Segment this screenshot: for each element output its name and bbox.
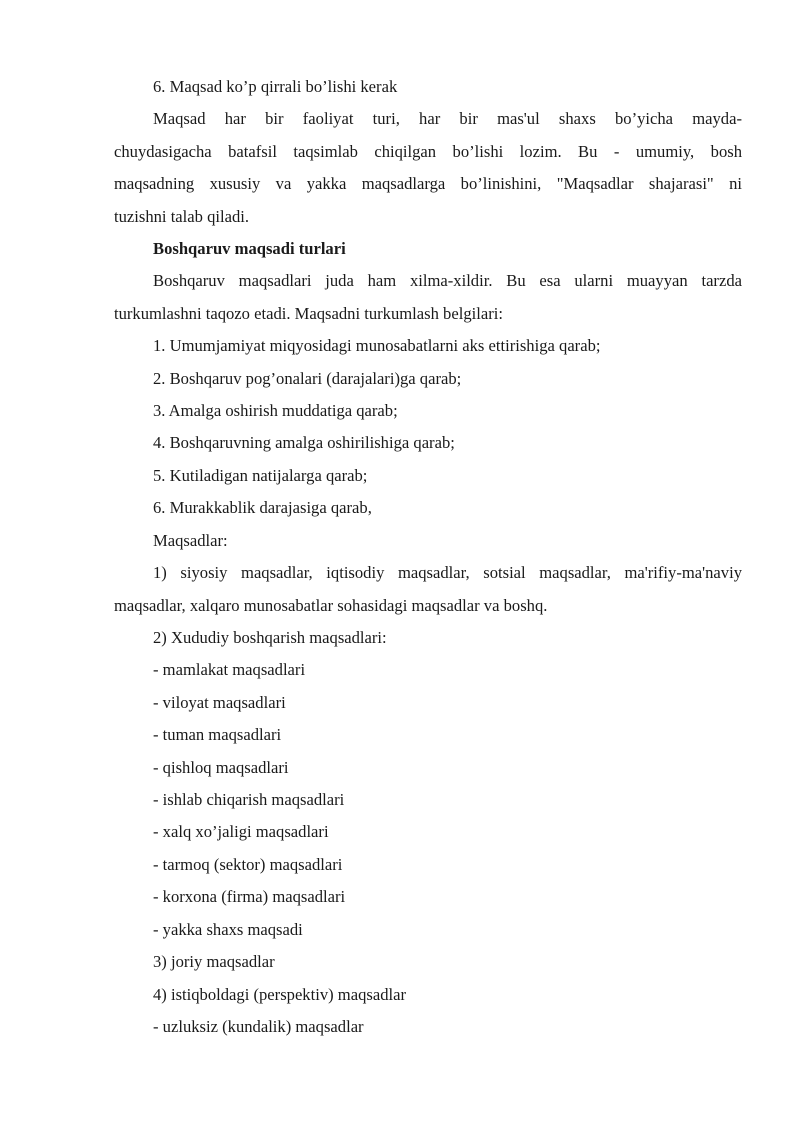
paragraph-line: turkumlashni taqozo etadi. Maqsadni turkumlash belgilari: [114,304,503,323]
paragraph-line: maqsadning xususiy va yakka maqsadlarga bo’linishini, "Maqsadlar shajarasi" ni [114,174,742,193]
list-item: 5. Kutiladigan natijalarga qarab; [153,466,368,485]
list-item: - yakka shaxs maqsadi [153,920,303,939]
list-item: - uzluksiz (kundalik) maqsadlar [153,1017,364,1036]
list-item: - viloyat maqsadlari [153,693,286,712]
list-heading: Maqsadlar: [153,531,228,550]
paragraph-line: Maqsad har bir faoliyat turi, har bir mas'ul shaxs bo’yicha mayda- [153,109,742,128]
list-item: 2) Xududiy boshqarish maqsadlari: [153,628,387,647]
list-item: - qishloq maqsadlari [153,758,289,777]
list-item: 4. Boshqaruvning amalga oshirilishiga qarab; [153,433,455,452]
list-item: 3) joriy maqsadlar [153,952,275,971]
paragraph-line: chuydasigacha batafsil taqsimlab chiqilgan bo’lishi lozim. Bu - umumiy, bosh [114,142,742,161]
list-item: 6. Murakkablik darajasiga qarab, [153,498,372,517]
paragraph-line: maqsadlar, xalqaro munosabatlar sohasidagi maqsadlar va boshq. [114,596,548,615]
list-item: - tarmoq (sektor) maqsadlari [153,855,343,874]
list-item: - xalq xo’jaligi maqsadlari [153,822,329,841]
paragraph-line: 1) siyosiy maqsadlar, iqtisodiy maqsadlar, sotsial maqsadlar, ma'rifiy-ma'naviy [153,563,742,582]
list-item: 3. Amalga oshirish muddatiga qarab; [153,401,398,420]
list-item: - tuman maqsadlari [153,725,282,744]
section-heading: Boshqaruv maqsadi turlari [153,239,346,258]
list-item: 2. Boshqaruv pog’onalari (darajalari)ga qarab; [153,369,462,388]
paragraph-line: Boshqaruv maqsadlari juda ham xilma-xildir. Bu esa ularni muayyan tarzda [153,271,742,290]
list-item: - ishlab chiqarish maqsadlari [153,790,345,809]
paragraph-line: tuzishni talab qiladi. [114,207,250,226]
list-item: 6. Maqsad ko’p qirrali bo’lishi kerak [153,77,398,96]
list-item: - korxona (firma) maqsadlari [153,887,346,906]
list-item: 1. Umumjamiyat miqyosidagi munosabatlarni aks ettirishiga qarab; [153,336,601,355]
list-item: 4) istiqboldagi (perspektiv) maqsadlar [153,985,406,1004]
list-item: - mamlakat maqsadlari [153,660,306,679]
